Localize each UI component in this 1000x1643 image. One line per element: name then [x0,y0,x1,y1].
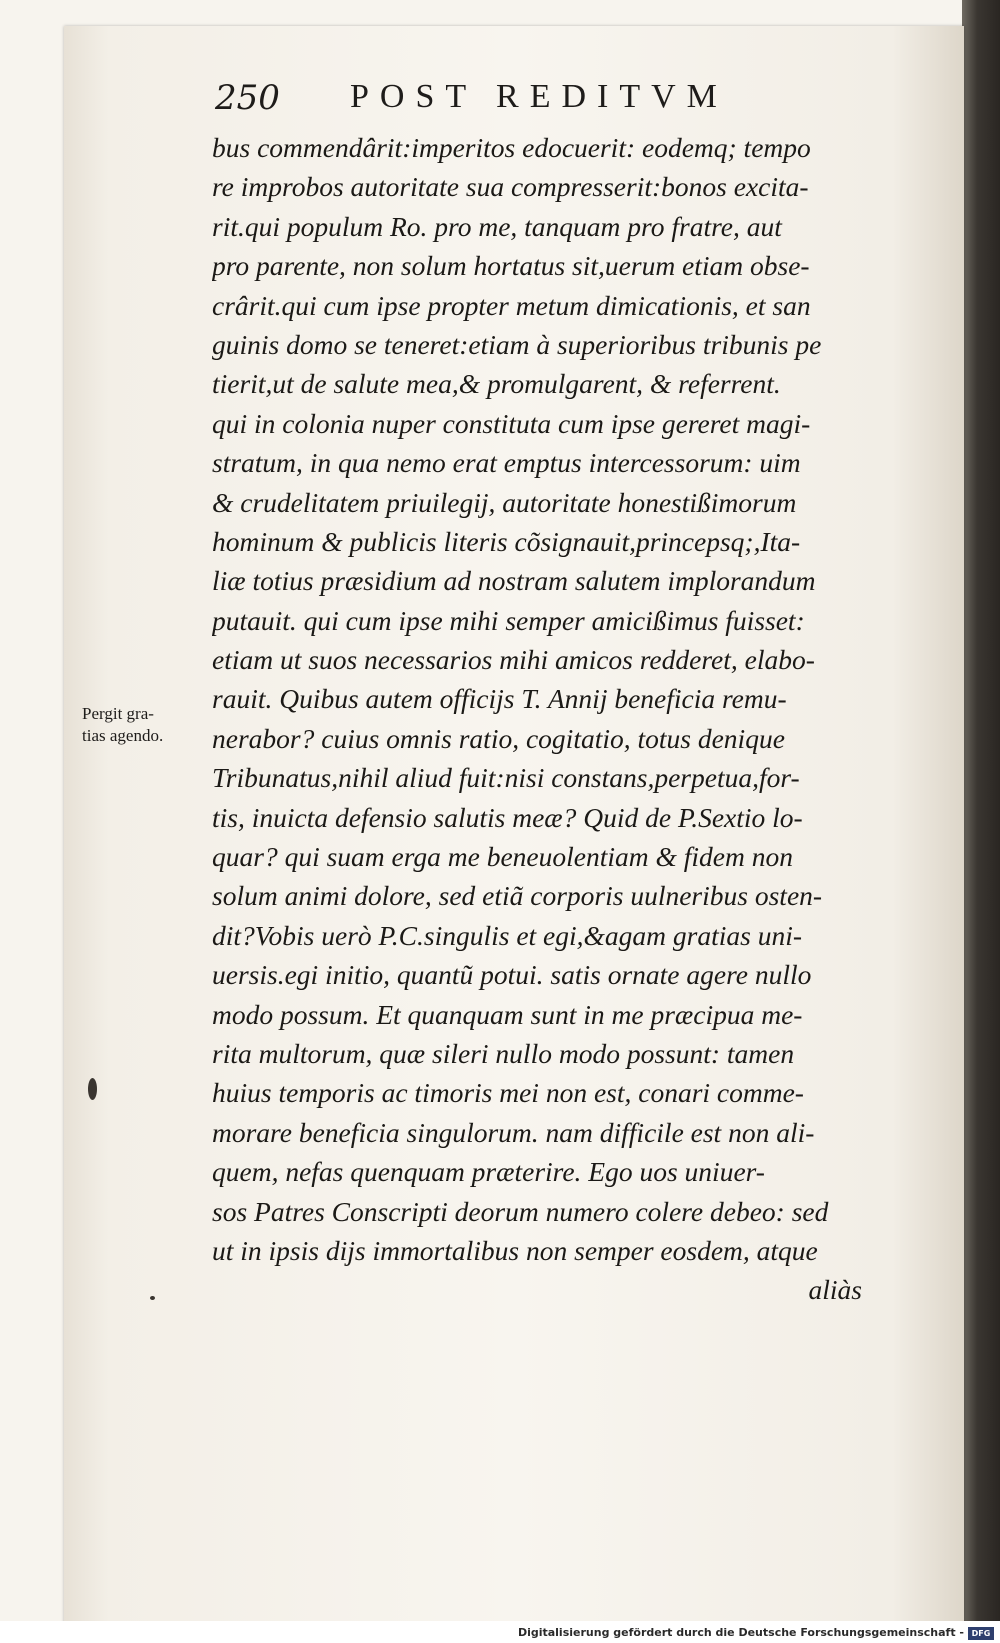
text-line: rita multorum, quæ sileri nullo modo possunt: tamen [212,1037,795,1069]
dfg-logo: DFG [968,1627,994,1640]
text-line: re improbos autoritate sua compresserit:bonos excita- [212,171,809,203]
text-line: solum animi dolore, sed etiã corporis uulneribus osten- [212,880,823,912]
text-line: aliàs [808,1274,862,1306]
text-line: nerabor? cuius omnis ratio, cogitatio, totus denique [212,722,785,754]
footer-bar [0,1621,1000,1643]
text-line: quem, nefas quenquam præterire. Ego uos uniuer- [212,1156,765,1188]
marginal-note-line: Pergit gra- [82,704,154,723]
text-line: guinis domo se teneret:etiam à superioribus tribunis pe [212,328,822,360]
text-line: ut in ipsis dijs immortalibus non semper eosdem, atque [212,1234,818,1266]
text-line: putauit. qui cum ipse mihi semper amicißimus fuisset: [212,604,805,636]
text-line: sos Patres Conscripti deorum numero colere debeo: sed [212,1195,829,1227]
text-line: huius temporis ac timoris mei non est, conari comme- [212,1077,804,1109]
text-line: modo possum. Et quanquam sunt in me præcipua me- [212,998,803,1030]
body-text [212,128,862,1310]
marginal-note-line: tias agendo. [82,726,164,745]
text-line: tis, inuicta defensio salutis meæ? Quid de P.Sextio lo- [212,801,803,833]
text-line: etiam ut suos necessarios mihi amicos redderet, elabo- [212,644,815,676]
text-line: qui in colonia nuper constituta cum ipse gereret magi- [212,407,811,439]
text-line: bus commendârit:imperitos edocuerit: eodemq; tempo [212,132,811,163]
text-line: liæ totius præsidium ad nostram salutem implorandum [212,565,816,597]
text-line: morare beneficia singulorum. nam difficile est non ali- [212,1116,815,1148]
text-line: quar? qui suam erga me beneuolentiam & fidem non [212,841,793,873]
text-line: Tribunatus,nihil aliud fuit:nisi constans,perpetua,for- [212,762,800,794]
text-line: crârit.qui cum ipse propter metum dimicationis, et san [212,289,811,321]
marginal-note [82,703,212,747]
running-head: POST REDITVM [350,78,728,115]
text-line: rit.qui populum Ro. pro me, tanquam pro fratre, aut [212,210,782,242]
text-line: hominum & publicis literis cõsignauit,princepsq;,Ita- [212,525,801,557]
ink-speck [150,1296,155,1300]
text-line: pro parente, non solum hortatus sit,uerum etiam obse- [212,250,810,282]
text-line: uersis.egi initio, quantũ potui. satis ornate agere nullo [212,959,812,991]
text-line: rauit. Quibus autem officijs T. Annij beneficia remu- [212,683,787,715]
text-line: dit?Vobis uerò P.C.singulis et egi,&agam gratias uni- [212,919,803,951]
page-number: 250 [215,78,280,118]
text-line: stratum, in qua nemo erat emptus intercessorum: uim [212,447,801,479]
book-binding-edge [962,0,1000,1643]
funding-credit: Digitalisierung gefördert durch die Deutsche Forschungsgemeinschaft - [517,1626,964,1639]
ink-speck [88,1078,97,1100]
text-line: tierit,ut de salute mea,& promulgarent, & referrent. [212,368,781,400]
text-line: & crudelitatem priuilegij, autoritate honestißimorum [212,486,797,518]
